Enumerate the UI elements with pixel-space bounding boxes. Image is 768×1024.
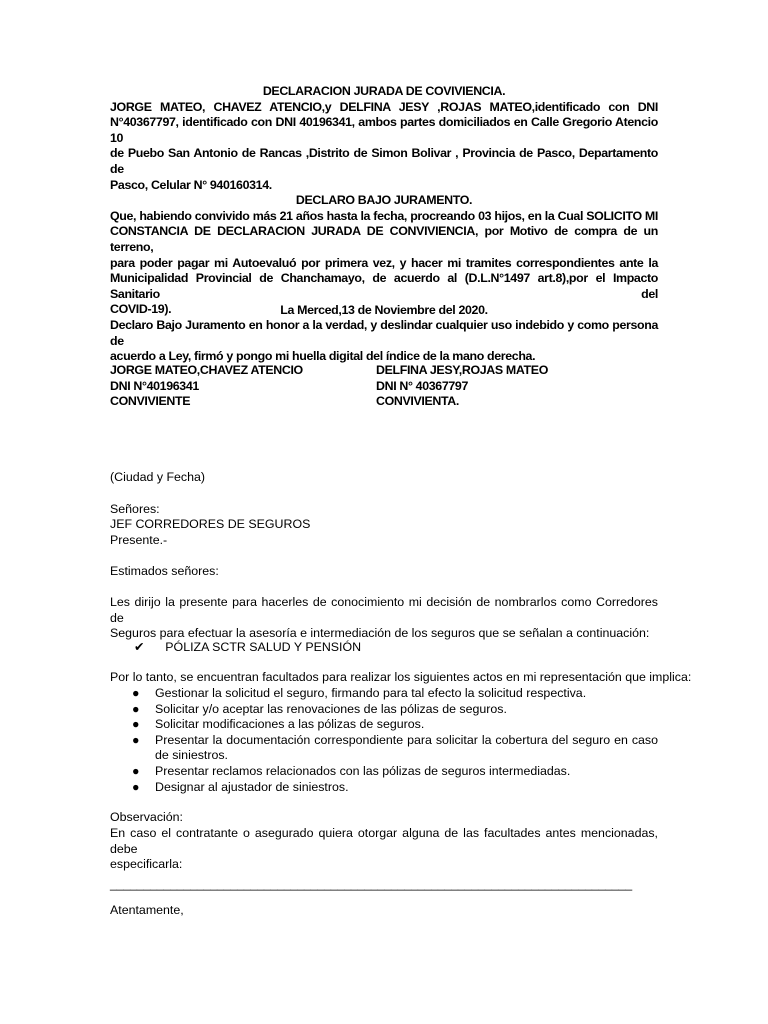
list-item: ● Solicitar y/o aceptar las renovaciones de las pólizas de seguros. [132,701,507,716]
paragraph-line: Les dirijo la presente para hacerles de conocimiento mi decisión de nombrarlos como Corredores de [110,595,658,625]
body-line: Que, habiendo convivido más 21 años hasta la fecha, procreando 03 hijos, en la Cual SOLICITO MI [110,208,658,223]
bullet-icon: ● [132,717,140,732]
declaration-subtitle: DECLARO BAJO JURAMENTO. [295,193,473,208]
body-line: Municipalidad Provincial de Chanchamayo, de acuerdo al (D.L.N°1497 art.8),por el Impacto Sanitario del [110,271,658,301]
intro-line: JORGE MATEO, CHAVEZ ATENCIO,y DELFINA JESY ,ROJAS MATEO,identificado con DNI [110,99,658,114]
paragraph-2: Por lo tanto, se encuentran facultados para realizar los siguientes actos en mi representación que implica: [110,670,692,684]
observation-line: En caso el contratante o asegurado quiera otorgar alguna de las facultades antes mencionadas, debe [110,826,658,856]
policy-item [134,640,361,656]
signatory-dni: DNI N° 40367797 [376,378,469,393]
signatory-1 [110,363,303,410]
city-date: (Ciudad y Fecha) [110,470,206,484]
presente: Presente.- [110,533,168,547]
faculties-list [110,686,658,795]
list-item: ● Presentar reclamos relacionados con las pólizas de seguros intermediadas. [132,763,571,778]
body-line: CONSTANCIA DE DECLARACION JURADA DE CONVIVIENCIA, por Motivo de compra de un terreno, [110,224,658,254]
intro-line: N°40367797, identificado con DNI 40196341, ambos partes domiciliados en Calle Gregorio Atencio 10 [110,115,658,145]
checkmark-icon: ✔ [134,640,145,654]
observation-label: Observación: [110,810,184,824]
signatory-dni: DNI N°40196341 [110,378,199,393]
blank-line: ______________________________________________________________________________ [110,877,632,891]
bullet-icon: ● [132,732,140,747]
place-date: La Merced,13 de Noviembre del 2020. [280,303,488,317]
greeting: Estimados señores: [110,564,219,578]
bullet-icon: ● [132,686,140,700]
signatory-role: CONVIVIENTA. [376,394,459,409]
paragraph-line: Seguros para efectuar la asesoría e intermediación de los seguros que se señalan a continuación: [110,626,650,641]
body-line: COVID-19). [110,302,172,317]
observation-line: especificarla: [110,857,183,872]
paragraph-1 [110,595,658,642]
bullet-icon: ● [132,779,140,794]
signatory-role: CONVIVIENTE [110,394,191,409]
intro-line: de Puebo San Antonio de Rancas ,Distrito de Simon Bolivar , Provincia de Pasco, Departamento de [110,146,658,176]
body-line: acuerdo a Ley, firmó y pongo mi huella digital del índice de la mano derecha. [110,349,536,364]
list-item: ● Solicitar modificaciones a las pólizas de seguros. [132,717,425,732]
policy-name: PÓLIZA SCTR SALUD Y PENSIÓN [165,640,362,654]
intro-line: Pasco, Celular N° 940160314. [110,177,272,192]
bullet-icon: ● [132,701,140,716]
salutation-to: Señores: [110,502,160,516]
bullet-icon: ● [132,763,140,778]
body-line: Declaro Bajo Juramento en honor a la verdad, y deslindar cualquier uso indebido y como persona de [110,317,658,348]
list-item: ● Designar al ajustador de siniestros. [132,779,349,794]
observation-text [110,826,658,873]
list-item: ● Gestionar la solicitud el seguro, firmando para tal efecto la solicitud respectiva. [132,686,587,700]
closing: Atentamente, [110,903,184,917]
company-name: JEF CORREDORES DE SEGUROS [110,517,311,531]
body-line: para poder pagar mi Autoevaluó por primera vez, y hacer mi tramites correspondientes ante la [110,255,658,270]
declaration-section [110,84,658,365]
list-item: ● Presentar la documentación correspondiente para solicitar la cobertura del seguro en caso de siniestros. [132,732,658,763]
signatory-name: JORGE MATEO,CHAVEZ ATENCIO [110,363,303,377]
signatory-name: DELFINA JESY,ROJAS MATEO [376,363,548,377]
declaration-title: DECLARACION JURADA DE COVIVIENCIA. [262,84,506,98]
signatory-2 [376,363,548,410]
